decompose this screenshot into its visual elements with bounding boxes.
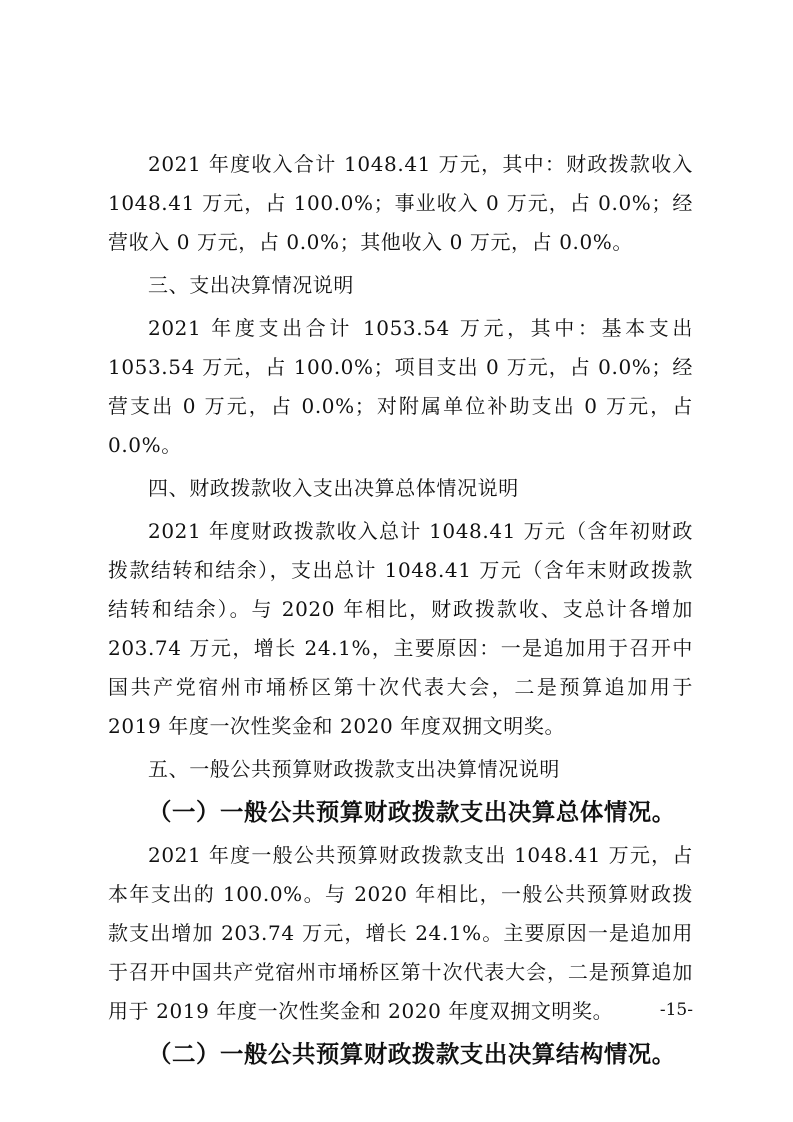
section-heading-fiscal-appropriation: 四、财政拨款收入支出决算总体情况说明 — [148, 476, 519, 500]
document-body — [108, 145, 693, 1078]
subheading-structure-situation: （二）一般公共预算财政拨款支出决算结构情况。 — [148, 1040, 676, 1068]
expenditure-summary-paragraph: 2021 年度支出合计 1053.54 万元，其中：基本支出 1053.54 万元，占 100.0%；项目支出 0 万元，占 0.0%；经营支出 0 万元，占 0.0%；对附属单位补助支出 0 万元，占 0.0%。 — [108, 316, 693, 457]
general-budget-paragraph: 2021 年度一般公共预算财政拨款支出 1048.41 万元，占本年支出的 100.0%。与 2020 年相比，一般公共预算财政拨款支出增加 203.74 万元，增长 24.1%。主要原因一是追加用于召开中国共产党宿州市埇桥区第十次代表大会，二是预算追加用于 2019 年度一次性奖金和 2020 年度双拥文明奖。 — [108, 843, 693, 1023]
subheading-overall-situation: （一）一般公共预算财政拨款支出决算总体情况。 — [148, 798, 676, 826]
page-number: -15- — [659, 1000, 693, 1020]
income-summary-paragraph: 2021 年度收入合计 1048.41 万元，其中：财政拨款收入 1048.41 万元，占 100.0%；事业收入 0 万元，占 0.0%；经营收入 0 万元，占 0.0%；其他收入 0 万元，占 0.0%。 — [108, 152, 693, 254]
section-heading-expenditure: 三、支出决算情况说明 — [148, 273, 354, 297]
section-heading-general-budget: 五、一般公共预算财政拨款支出决算情况说明 — [148, 757, 560, 781]
fiscal-appropriation-paragraph: 2021 年度财政拨款收入总计 1048.41 万元（含年初财政拨款结转和结余），支出总计 1048.41 万元（含年末财政拨款结转和结余）。与 2020 年相比，财政拨款收、支总计各增加 203.74 万元，增长 24.1%，主要原因：一是追加用于召开中国共产党宿州市埇桥区第十次代表大会，二是预算追加用于 2019 年度一次性奖金和 2020 年度双拥文明奖。 — [108, 519, 693, 738]
